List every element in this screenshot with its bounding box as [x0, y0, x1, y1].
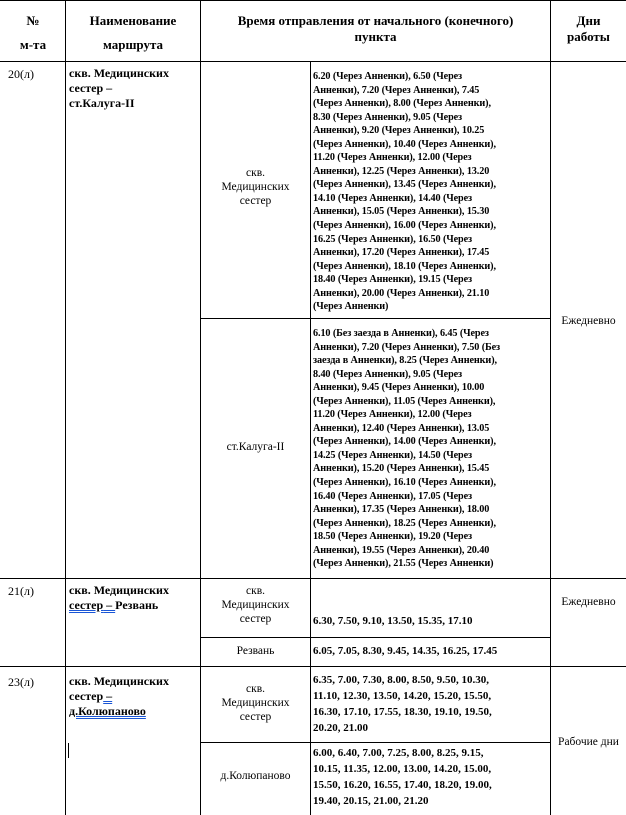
route-number: 23(л): [8, 675, 34, 689]
departure-times: [313, 745, 549, 809]
operating-days: Ежедневно: [561, 315, 616, 327]
schedule-line: Анненки), 9.45 (Через Анненки), 10.00: [313, 382, 485, 394]
route-name-line3: ст.Калуга-II: [69, 96, 135, 110]
schedule-line: Анненки), 12.25 (Через Анненки), 13.20: [313, 165, 490, 177]
row-21-stop-divider: [200, 637, 550, 638]
schedule-line: 15.50, 16.20, 16.55, 17.40, 18.20, 19.00,: [313, 779, 492, 791]
table-border-top: [0, 0, 626, 1]
schedule-line: Анненки), 12.40 (Через Анненки), 13.05: [313, 422, 490, 434]
row-20-bottom: [0, 578, 626, 579]
schedule-line: 8.30 (Через Анненки), 9.05 (Через: [313, 111, 463, 123]
schedule-line: (Через Анненки), 10.40 (Через Анненки),: [313, 138, 496, 150]
header-departure-time-line2: пункта: [354, 29, 397, 44]
schedule-line: Анненки), 15.20 (Через Анненки), 15.45: [313, 463, 490, 475]
schedule-line: (Через Анненки), 8.00 (Через Анненки),: [313, 98, 491, 110]
header-route-name: [66, 13, 200, 53]
route-name-line2: [69, 689, 199, 704]
schedule-line: (Через Анненки), 18.25 (Через Анненки),: [313, 517, 496, 529]
column-divider-number: [65, 0, 66, 815]
schedule-line: 6.00, 6.40, 7.00, 7.25, 8.00, 8.25, 9.15,: [313, 747, 484, 759]
stop-name-line1: скв.: [246, 167, 265, 179]
schedule-line: Анненки), 19.55 (Через Анненки), 20.40: [313, 544, 490, 556]
stop-name-line3: сестер: [239, 195, 272, 207]
schedule-line: Анненки), 7.20 (Через Анненки), 7.45: [313, 84, 480, 96]
schedule-line: Анненки), 7.20 (Через Анненки), 7.50 (Без: [313, 341, 501, 353]
header-departure-time-line1: Время отправления от начального (конечного): [237, 13, 514, 28]
column-divider-days: [550, 0, 551, 815]
schedule-line: 8.40 (Через Анненки), 9.05 (Через: [313, 368, 463, 380]
schedule-line: (Через Анненки), 11.05 (Через Анненки),: [313, 395, 496, 407]
route-number: 20(л): [8, 67, 34, 81]
schedule-line: 6.10 (Без заезда в Анненки), 6.45 (Через: [313, 328, 489, 339]
route-name: [69, 674, 199, 719]
route-name-dash: –: [103, 598, 116, 612]
route-name: [69, 66, 199, 111]
header-number-line1: №: [26, 13, 40, 28]
stop-name-line2: Медицинских: [221, 599, 290, 611]
schedule-line: (Через Анненки), 16.10 (Через Анненки),: [313, 477, 496, 489]
schedule-line: 20.20, 21.00: [313, 722, 368, 734]
operating-days: Ежедневно: [561, 596, 616, 608]
route-name-line2: [69, 598, 199, 613]
schedule-line: (Через Анненки), 21.55 (Через Анненки): [313, 558, 494, 570]
schedule-line: 11.10, 12.30, 13.50, 14.20, 15.20, 15.50,: [313, 690, 492, 702]
header-operating-days-line1: Дни: [576, 13, 601, 28]
schedule-line: 10.15, 11.35, 12.00, 13.00, 14.20, 15.00,: [313, 763, 492, 775]
stop-name: [201, 584, 310, 626]
stop-name: [201, 166, 310, 208]
schedule-line: 11.20 (Через Анненки), 12.00 (Через: [313, 409, 472, 421]
stop-name: Резвань: [236, 645, 275, 657]
route-name-line2: сестер –: [69, 81, 113, 95]
schedule-line: (Через Анненки), 13.45 (Через Анненки),: [313, 179, 496, 191]
header-operating-days: [551, 13, 626, 45]
route-name-line1: скв. Медицинских: [69, 674, 169, 688]
schedule-line: 11.20 (Через Анненки), 12.00 (Через: [313, 152, 472, 164]
header-number-line2: м-та: [19, 37, 47, 52]
schedule-line: 6.35, 7.00, 7.30, 8.00, 8.50, 9.50, 10.30,: [313, 674, 489, 686]
header-operating-days-line2: работы: [567, 29, 610, 44]
schedule-line: (Через Анненки), 14.00 (Через Анненки),: [313, 436, 496, 448]
header-divider: [0, 61, 626, 62]
schedule-line: (Через Анненки), 16.00 (Через Анненки),: [313, 220, 496, 232]
schedule-line: 14.25 (Через Анненки), 14.50 (Через: [313, 449, 473, 461]
stop-name: ст.Калуга-II: [226, 441, 285, 453]
schedule-line: (Через Анненки): [313, 301, 389, 313]
departure-times: 6.30, 7.50, 9.10, 13.50, 15.35, 17.10: [313, 615, 473, 627]
departure-times: [313, 327, 549, 571]
route-name-line1: скв. Медицинских: [69, 66, 169, 80]
stop-name-line1: скв.: [246, 683, 265, 695]
header-route-name-line1: Наименование: [89, 13, 177, 28]
row-23-stop-divider: [200, 742, 550, 743]
schedule-line: 19.40, 20.15, 21.00, 21.20: [313, 795, 429, 807]
departure-times: [313, 672, 549, 736]
stop-name-line3: сестер: [239, 613, 272, 625]
departure-times: [313, 70, 549, 314]
schedule-line: Анненки), 15.05 (Через Анненки), 15.30: [313, 206, 490, 218]
route-number: 21(л): [8, 584, 34, 598]
route-name-line1: скв. Медицинских: [69, 583, 169, 597]
stop-name: [201, 682, 310, 724]
header-departure-time: [201, 13, 550, 45]
schedule-line: (Через Анненки), 18.10 (Через Анненки),: [313, 260, 496, 272]
header-route-name-line2: маршрута: [102, 37, 164, 52]
row-20-stop-divider: [200, 318, 550, 319]
schedule-line: Анненки), 17.35 (Через Анненки), 18.00: [313, 504, 490, 516]
stop-name-line3: сестер: [239, 711, 272, 723]
route-name-line3: д.Колюпаново: [69, 704, 146, 718]
stop-name-line1: скв.: [246, 585, 265, 597]
schedule-line: 18.50 (Через Анненки), 19.20 (Через: [313, 531, 473, 543]
schedule-line: Анненки), 20.00 (Через Анненки), 21.10: [313, 287, 490, 299]
route-name-part: Резвань: [115, 598, 159, 612]
schedule-line: 16.30, 17.10, 17.55, 18.30, 19.10, 19.50,: [313, 706, 492, 718]
column-divider-stop: [310, 61, 311, 815]
schedule-line: Анненки), 17.20 (Через Анненки), 17.45: [313, 247, 490, 259]
schedule-line: 6.20 (Через Анненки), 6.50 (Через: [313, 71, 463, 82]
route-name-dash: –: [103, 689, 113, 703]
stop-name-line2: Медицинских: [221, 697, 290, 709]
route-name-part: сестер: [69, 598, 104, 612]
stop-name-line2: Медицинских: [221, 181, 290, 193]
departure-times: 6.05, 7.05, 8.30, 9.45, 14.35, 16.25, 17.45: [313, 645, 498, 657]
schedule-line: 16.40 (Через Анненки), 17.05 (Через: [313, 490, 473, 502]
schedule-line: заезда в Анненки), 8.25 (Через Анненки),: [313, 355, 497, 367]
schedule-line: 16.25 (Через Анненки), 16.50 (Через: [313, 233, 473, 245]
text-cursor: [68, 743, 69, 758]
row-21-bottom: [0, 666, 626, 667]
route-name-part: сестер: [69, 689, 104, 703]
operating-days: Рабочие дни: [558, 736, 619, 748]
route-name: [69, 583, 199, 613]
stop-name: д.Колюпаново: [220, 770, 291, 782]
header-number: [2, 13, 64, 53]
schedule-line: 18.40 (Через Анненки), 19.15 (Через: [313, 274, 473, 286]
schedule-line: 14.10 (Через Анненки), 14.40 (Через: [313, 192, 473, 204]
schedule-line: Анненки), 9.20 (Через Анненки), 10.25: [313, 125, 485, 137]
